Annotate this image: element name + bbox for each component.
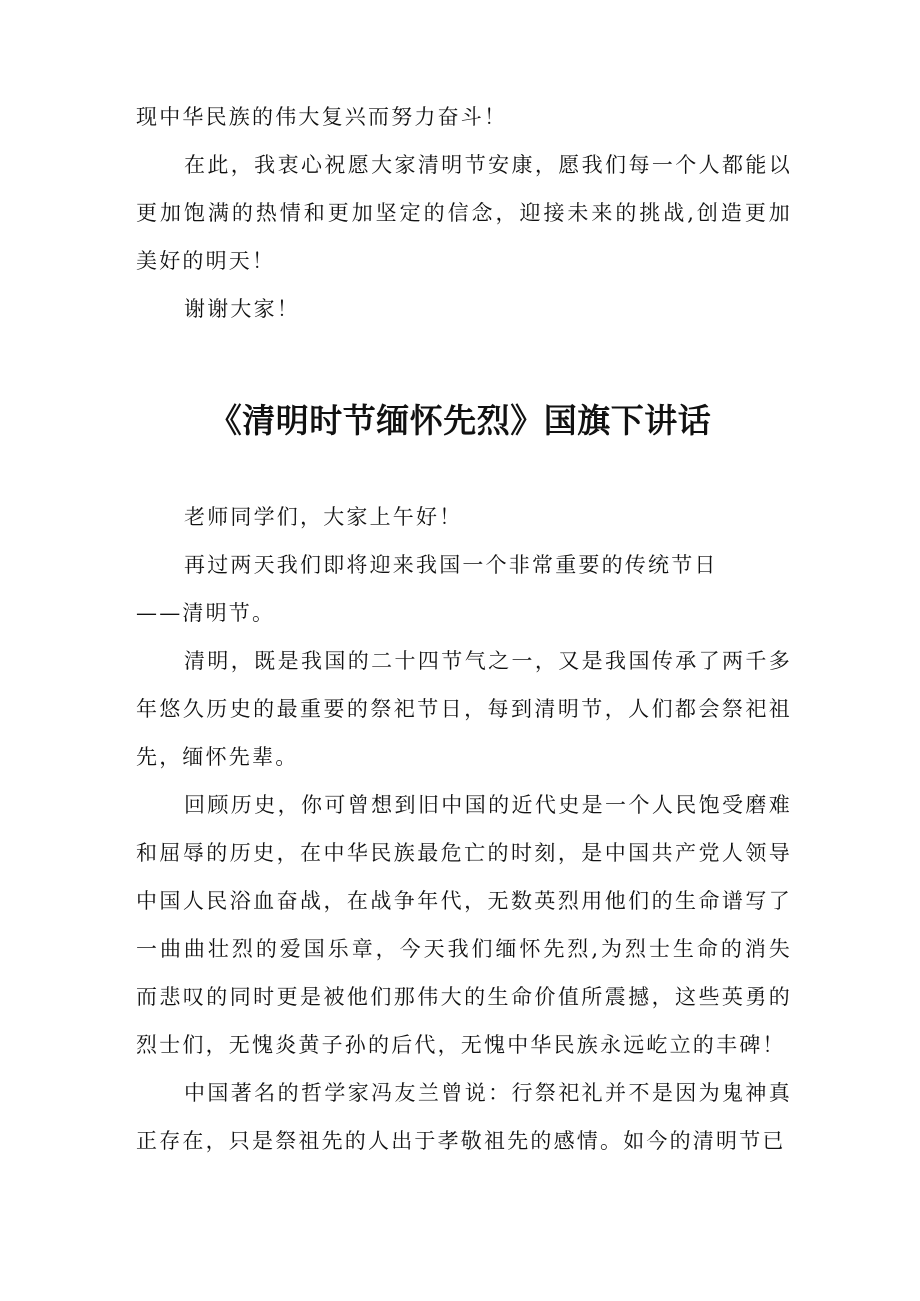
paragraph-intro-cont: ——清明节。 — [136, 601, 276, 625]
paragraph-thanks: 谢谢大家！ — [184, 297, 300, 321]
paragraph-wishes: 在此，我衷心祝愿大家清明节安康，愿我们每一个人都能以更加饱满的热情和更加坚定的信念，迎接未来的挑战,创造更加美好的明天！ — [136, 153, 792, 273]
speech-title: 《清明时节缅怀先烈》国旗下讲话 — [208, 401, 712, 440]
paragraph-continuation: 现中华民族的伟大复兴而努力奋斗！ — [136, 105, 508, 129]
paragraph-qingming: 清明，既是我国的二十四节气之一，又是我国传承了两千多年悠久历史的最重要的祭祀节日，每到清明节，人们都会祭祀祖先，缅怀先辈。 — [136, 649, 792, 769]
paragraph-greeting: 老师同学们，大家上午好！ — [184, 505, 463, 529]
paragraph-history: 回顾历史，你可曾想到旧中国的近代史是一个人民饱受磨难和屈辱的历史，在中华民族最危亡的时刻，是中国共产党人领导中国人民浴血奋战，在战争年代，无数英烈用他们的生命谱写了一曲曲壮烈的爱国乐章，今天我们缅怀先烈,为烈士生命的消失而悲叹的同时更是被他们那伟大的生命价值所震撼，这些英勇的烈士们，无愧炎黄子孙的后代，无愧中华民族永远屹立的丰碑！ — [136, 793, 792, 1057]
paragraph-philosopher: 中国著名的哲学家冯友兰曾说：行祭祀礼并不是因为鬼神真正存在，只是祭祖先的人出于孝敬祖先的感情。如今的清明节已 — [136, 1081, 792, 1153]
paragraph-intro: 再过两天我们即将迎来我国一个非常重要的传统节日 — [184, 553, 718, 577]
